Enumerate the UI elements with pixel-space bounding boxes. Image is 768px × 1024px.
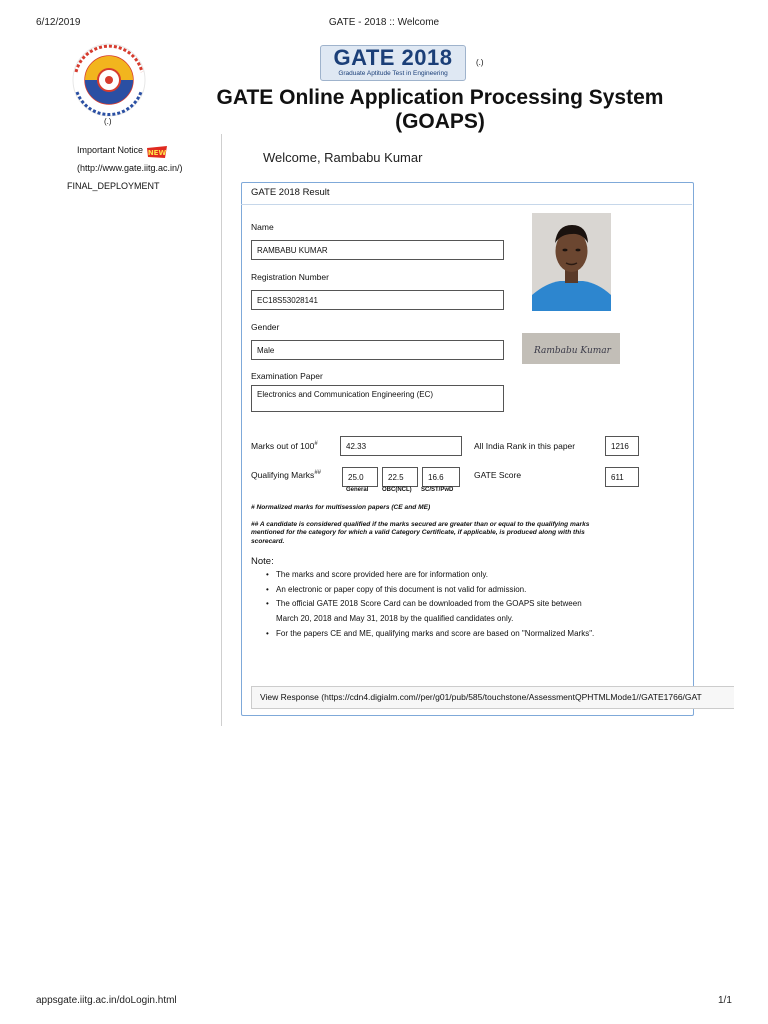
candidate-signature bbox=[522, 333, 620, 364]
note-item-continuation: March 20, 2018 and May 31, 2018 by the qualified candidates only. bbox=[276, 614, 514, 624]
marks-sup: # bbox=[314, 441, 318, 448]
qual-general-field: 25.0 bbox=[342, 467, 378, 487]
deployment-label: FINAL_DEPLOYMENT bbox=[67, 181, 160, 191]
qualifying-sup: ## bbox=[314, 470, 321, 477]
marks-label-text: Marks out of 100 bbox=[251, 441, 315, 451]
page-title-line2: (GOAPS) bbox=[395, 110, 485, 133]
iit-logo bbox=[70, 42, 148, 118]
gate-2018-banner bbox=[320, 45, 466, 81]
notice-url-link[interactable]: (http://www.gate.iitg.ac.in/) bbox=[77, 163, 183, 173]
page-title bbox=[150, 86, 730, 134]
footnote-qualified bbox=[251, 521, 631, 546]
score-field: 611 bbox=[605, 467, 639, 487]
notes-list bbox=[264, 568, 684, 642]
print-footer-page: 1/1 bbox=[718, 995, 732, 1006]
qualifying-label bbox=[251, 470, 321, 480]
note-item: • The marks and score provided here are for information only. bbox=[264, 568, 684, 583]
name-label: Name bbox=[251, 222, 274, 232]
logo-caption: (.) bbox=[104, 117, 112, 126]
paper-label: Examination Paper bbox=[251, 371, 323, 381]
banner-title: GATE 2018 bbox=[333, 45, 453, 70]
gender-label: Gender bbox=[251, 322, 280, 332]
score-label: GATE Score bbox=[474, 470, 522, 480]
new-badge-icon bbox=[147, 145, 167, 157]
result-panel-title: GATE 2018 Result bbox=[251, 187, 330, 198]
important-notice-link[interactable]: Important Notice bbox=[77, 145, 144, 155]
gender-field: Male bbox=[251, 340, 504, 360]
view-response-text[interactable]: View Response (https://cdn4.digialm.com//per/g01/pub/585/touchstone/AssessmentQPHTMLMode1//GATE1766/GAT bbox=[260, 692, 702, 702]
marks-label bbox=[251, 441, 318, 451]
note-item: • The official GATE 2018 Score Card can be downloaded from the GOAPS site between bbox=[264, 597, 684, 612]
qual-obc-caption: OBC(NCL) bbox=[382, 487, 412, 493]
note-item: • An electronic or paper copy of this document is not valid for admission. bbox=[264, 583, 684, 598]
view-response-link[interactable] bbox=[251, 686, 734, 709]
svg-text:Rambabu Kumar: Rambabu Kumar bbox=[534, 346, 611, 356]
note-item: • For the papers CE and ME, qualifying marks and score are based on "Normalized Marks". bbox=[264, 627, 684, 642]
qual-general-caption: General bbox=[346, 487, 369, 493]
svg-text:NEW: NEW bbox=[147, 149, 167, 157]
welcome-message: Welcome, Rambabu Kumar bbox=[263, 150, 423, 165]
banner-subtitle: Graduate Aptitude Test in Engineering bbox=[338, 70, 448, 77]
registration-label: Registration Number bbox=[251, 272, 329, 282]
sidebar-divider bbox=[221, 134, 222, 726]
candidate-photo bbox=[532, 213, 611, 311]
footnote-normalized: # Normalized marks for multisession papers (CE and ME) bbox=[251, 504, 431, 511]
print-date: 6/12/2019 bbox=[36, 17, 81, 28]
page-title-line1: GATE Online Application Processing System bbox=[216, 86, 664, 109]
print-page-title: GATE - 2018 :: Welcome bbox=[328, 17, 440, 28]
rank-field: 1216 bbox=[605, 436, 639, 456]
banner-caption: (.) bbox=[476, 58, 484, 67]
note-title: Note: bbox=[251, 556, 274, 567]
name-field: RAMBABU KUMAR bbox=[251, 240, 504, 260]
footnote-qualified-line2: mentioned for the category for which a valid Category Certificate, if applicable, is produced along with this bbox=[251, 529, 585, 537]
print-footer-url: appsgate.iitg.ac.in/doLogin.html bbox=[36, 995, 177, 1006]
qual-sc-field: 16.6 bbox=[422, 467, 460, 487]
footnote-qualified-line3: scorecard. bbox=[251, 537, 285, 545]
qual-sc-caption: SC/ST/PwD bbox=[421, 487, 454, 493]
result-panel-header bbox=[241, 182, 692, 205]
paper-field: Electronics and Communication Engineering (EC) bbox=[251, 385, 504, 412]
footnote-qualified-line1: ## A candidate is considered qualified if the marks secured are greater than or equal to the qualifying marks bbox=[251, 521, 590, 528]
registration-field: EC18S53028141 bbox=[251, 290, 504, 310]
qual-obc-field: 22.5 bbox=[382, 467, 418, 487]
rank-label: All India Rank in this paper bbox=[474, 441, 576, 451]
qualifying-label-text: Qualifying Marks bbox=[251, 470, 315, 480]
marks-field: 42.33 bbox=[340, 436, 462, 456]
